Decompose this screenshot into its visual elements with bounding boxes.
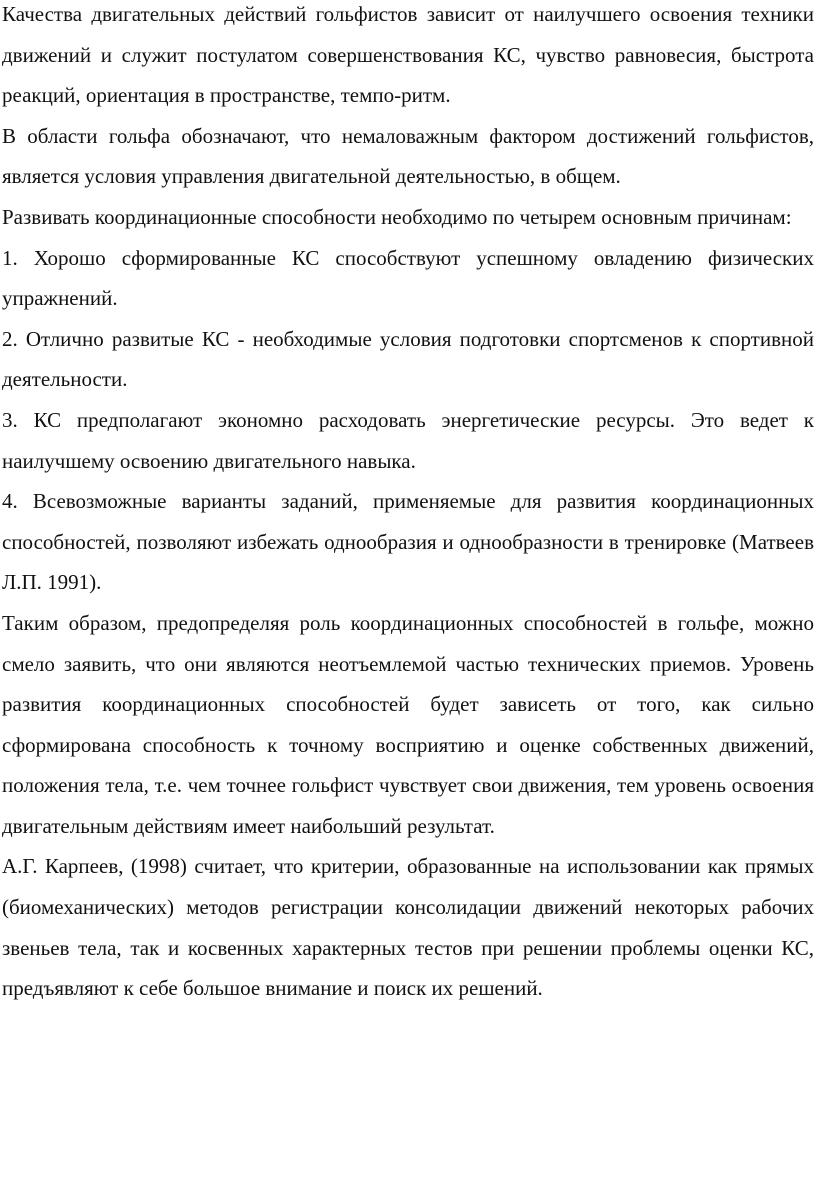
paragraph-conclusion: Таким образом, предопределяя роль координационных способностей в гольфе, можно смело заявить, что они являются неотъемлемой частью технических приемов. Уровень развития координационных способностей будет зависеть от того, как сильно сформирована способность к точному восприятию и оценке собственных движений, положения тела, т.е. чем точнее гольфист чувствует свои движения, тем уровень освоения двигательным действиям имеет наибольший результат. [2,610,814,838]
paragraph-golf-motor-qualities: Качества двигательных действий гольфистов зависит от наилучшего освоения техники движений и служит постулатом совершенствования КС, чувство равновесия, быстрота реакций, ориентация в пространстве, темпо-ритм. [2,2,814,108]
paragraph-golf-control-conditions: В области гольфа обозначают, что немаловажным фактором достижений гольфистов, является условия управления двигательной деятельностью, в общем. [2,123,814,189]
list-item-reason-2: 2. Отлично развитые КС - необходимые условия подготовки спортсменов к спортивной деятельности. [2,326,814,392]
list-item-reason-4: 4. Всевозможные варианты заданий, применяемые для развития координационных способностей, позволяют избежать однообразия и однообразности в тренировке (Матвеев Л.П. 1991). [2,489,814,595]
paragraph-karpeev-citation: А.Г. Карпеев, (1998) считает, что критерии, образованные на использовании как прямых (биомеханических) методов регистрации консолидации движений некоторых рабочих звеньев тела, так и косвенных характерных тестов при решении проблемы оценки КС, предъявляют к себе большое внимание и поиск их решений. [2,854,814,1001]
list-item-reason-1: 1. Хорошо сформированные КС способствуют успешному овладению физических упражнений. [2,245,814,311]
list-item-reason-3: 3. КС предполагают экономно расходовать энергетические ресурсы. Это ведет к наилучшему освоению двигательного навыка. [2,407,814,473]
paragraph-four-reasons-intro: Развивать координационные способности необходимо по четырем основным причинам: [2,204,792,229]
